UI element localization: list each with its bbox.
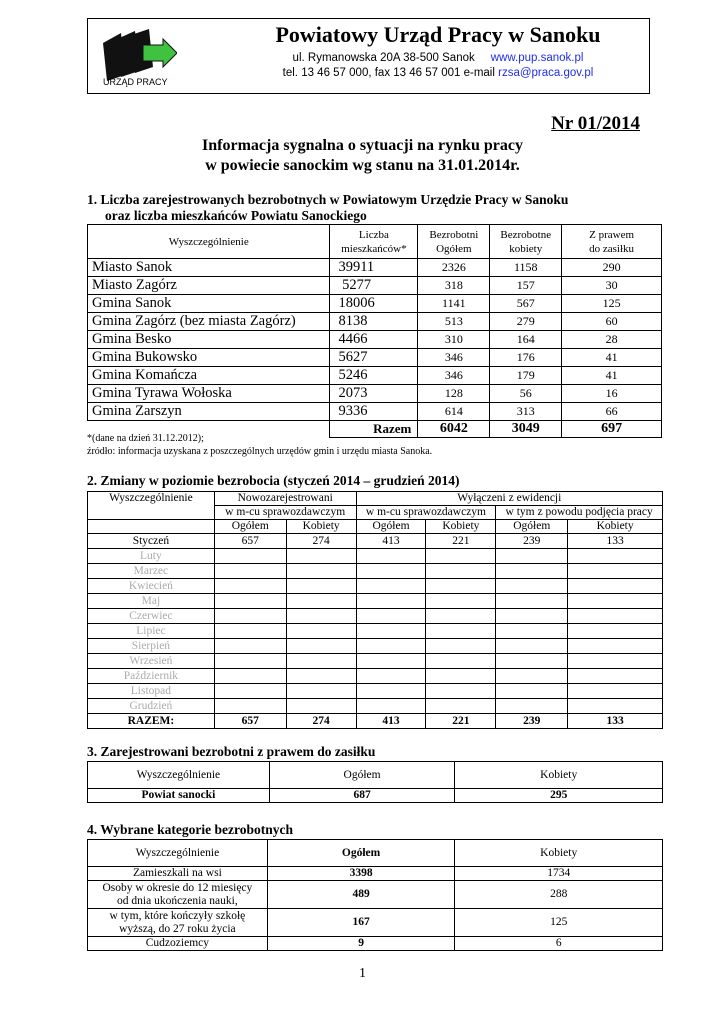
table-row: Czerwiec [88, 609, 663, 624]
table-header [88, 492, 663, 506]
logo-text: URZĄD PRACY [103, 77, 168, 87]
header-population: Liczba mieszkańców* [330, 225, 418, 259]
table-row: Grudzień [88, 699, 663, 714]
table-total-row: Razem 6042 3049 697 [88, 421, 662, 438]
header-removed-month: w m-cu sprawozdawczym [356, 506, 496, 520]
table-row: Listopad [88, 684, 663, 699]
office-logo [97, 23, 167, 89]
categories-table [87, 839, 663, 951]
population-unemployment-table [87, 224, 662, 438]
header-benefit: Z prawem do zasiłku [562, 225, 662, 259]
section1-heading-line1: 1. Liczba zarejestrowanych bezrobotnych w Powiatowym Urzędzie Pracy w Sanoku [87, 192, 569, 207]
table-row: Miasto Sanok 39911 2326 1158 290 [88, 259, 662, 277]
address-line [228, 52, 648, 64]
letterhead [87, 18, 650, 94]
table-row: Gmina Bukowsko 5627 346 176 41 [88, 349, 662, 367]
footnote-population: *(dane na dzień 31.12.2012); [87, 433, 204, 444]
table-header: Wyszczególnienie Ogółem Kobiety [88, 840, 663, 867]
contact-line [228, 67, 648, 79]
table-header: Wyszczególnienie Ogółem Kobiety [88, 762, 663, 789]
table-row: Maj [88, 594, 663, 609]
header-new: Nowozarejestrowani [214, 492, 356, 506]
header-name: Wyszczególnienie [88, 492, 215, 520]
header-unemployed: Bezrobotni Ogółem [418, 225, 490, 259]
table-row: Kwiecień [88, 579, 663, 594]
footnote-source: źródło: informacja uzyskana z poszczególnych urzędów gmin i urzędu miasta Sanoka. [87, 446, 433, 457]
table-row: Cudzoziemcy 9 6 [88, 937, 663, 951]
table-row: Październik [88, 669, 663, 684]
header-removed-job: w tym z powodu podjęcia pracy [496, 506, 663, 520]
benefit-table [87, 761, 663, 803]
table-row: Gmina Tyrawa Wołoska 2073 128 56 16 [88, 385, 662, 403]
table-row: Luty [88, 549, 663, 564]
header-new-month: w m-cu sprawozdawczym [214, 506, 356, 520]
section1-heading-line2: oraz liczba mieszkańców Powiatu Sanockiego [105, 208, 367, 223]
table-row: Styczeń 657 274 413 221 239 133 [88, 534, 663, 549]
table-row: Gmina Zarszyn 9336 614 313 66 [88, 403, 662, 421]
phone: tel. 13 46 57 000, fax 13 46 57 001 e-mail [282, 67, 495, 79]
table-row: Marzec [88, 564, 663, 579]
header-women: Bezrobotne kobiety [490, 225, 562, 259]
section3-heading: 3. Zarejestrowani bezrobotni z prawem do zasiłku [87, 744, 376, 759]
website-link[interactable]: www.pup.sanok.pl [490, 52, 584, 64]
header-name: Wyszczególnienie [88, 225, 330, 259]
header-removed: Wyłączeni z ewidencji [356, 492, 662, 506]
table-row: Gmina Besko 4466 310 164 28 [88, 331, 662, 349]
table-row: Gmina Sanok 18006 1141 567 125 [88, 295, 662, 313]
document-title-line1: Informacja sygnalna o sytuacji na rynku pracy [202, 137, 523, 154]
document-number: Nr 01/2014 [551, 113, 640, 134]
table-row: Gmina Komańcza 5246 346 179 41 [88, 367, 662, 385]
table-row: Zamieszkali na wsi 3398 1734 [88, 867, 663, 881]
table-row: Powiat sanocki 687 295 [88, 789, 663, 803]
table-row: w tym, które kończyły szkołę wyższą, do 27 roku życia 167 125 [88, 909, 663, 937]
email-link[interactable]: rzsa@praca.gov.pl [498, 67, 594, 79]
table-row: Wrzesień [88, 654, 663, 669]
document-title-line2: w powiecie sanockim wg stanu na 31.01.2014r. [205, 157, 520, 174]
section2-heading: 2. Zmiany w poziomie bezrobocia (styczeń 2014 – grudzień 2014) [87, 473, 460, 488]
unemployment-changes-table: Wyszczególnienie Nowozarejestrowani Wyłączeni z ewidencji w m-cu sprawozdawczym w m-cu sprawozdawczym w tym z powodu podjęcia pracy Ogółem Kobiety Ogółem Kobiety Ogółem Kobiety Styczeń 657 274 413 221 239 133 Luty Marzec Kwiecień Maj Czerwiec Lipiec Sierpień Wrzesień Październik Listopad Grudzień RAZEM: 657 274 413 221 239 133 [87, 491, 663, 729]
table-header [88, 225, 662, 259]
table-total-row: RAZEM: 657 274 413 221 239 133 [88, 714, 663, 729]
address: ul. Rymanowska 20A 38-500 Sanok [292, 52, 475, 64]
table-row: Lipiec [88, 624, 663, 639]
table-row: Osoby w okresie do 12 miesięcy od dnia ukończenia nauki, 489 288 [88, 881, 663, 909]
table-row: Miasto Zagórz 5277 318 157 30 [88, 277, 662, 295]
office-name: Powiatowy Urząd Pracy w Sanoku [275, 22, 601, 47]
section4-heading: 4. Wybrane kategorie bezrobotnych [87, 822, 293, 837]
page-number: 1 [359, 966, 366, 981]
table-row: Sierpień [88, 639, 663, 654]
table-row: Gmina Zagórz (bez miasta Zagórz) 8138 513 279 60 [88, 313, 662, 331]
